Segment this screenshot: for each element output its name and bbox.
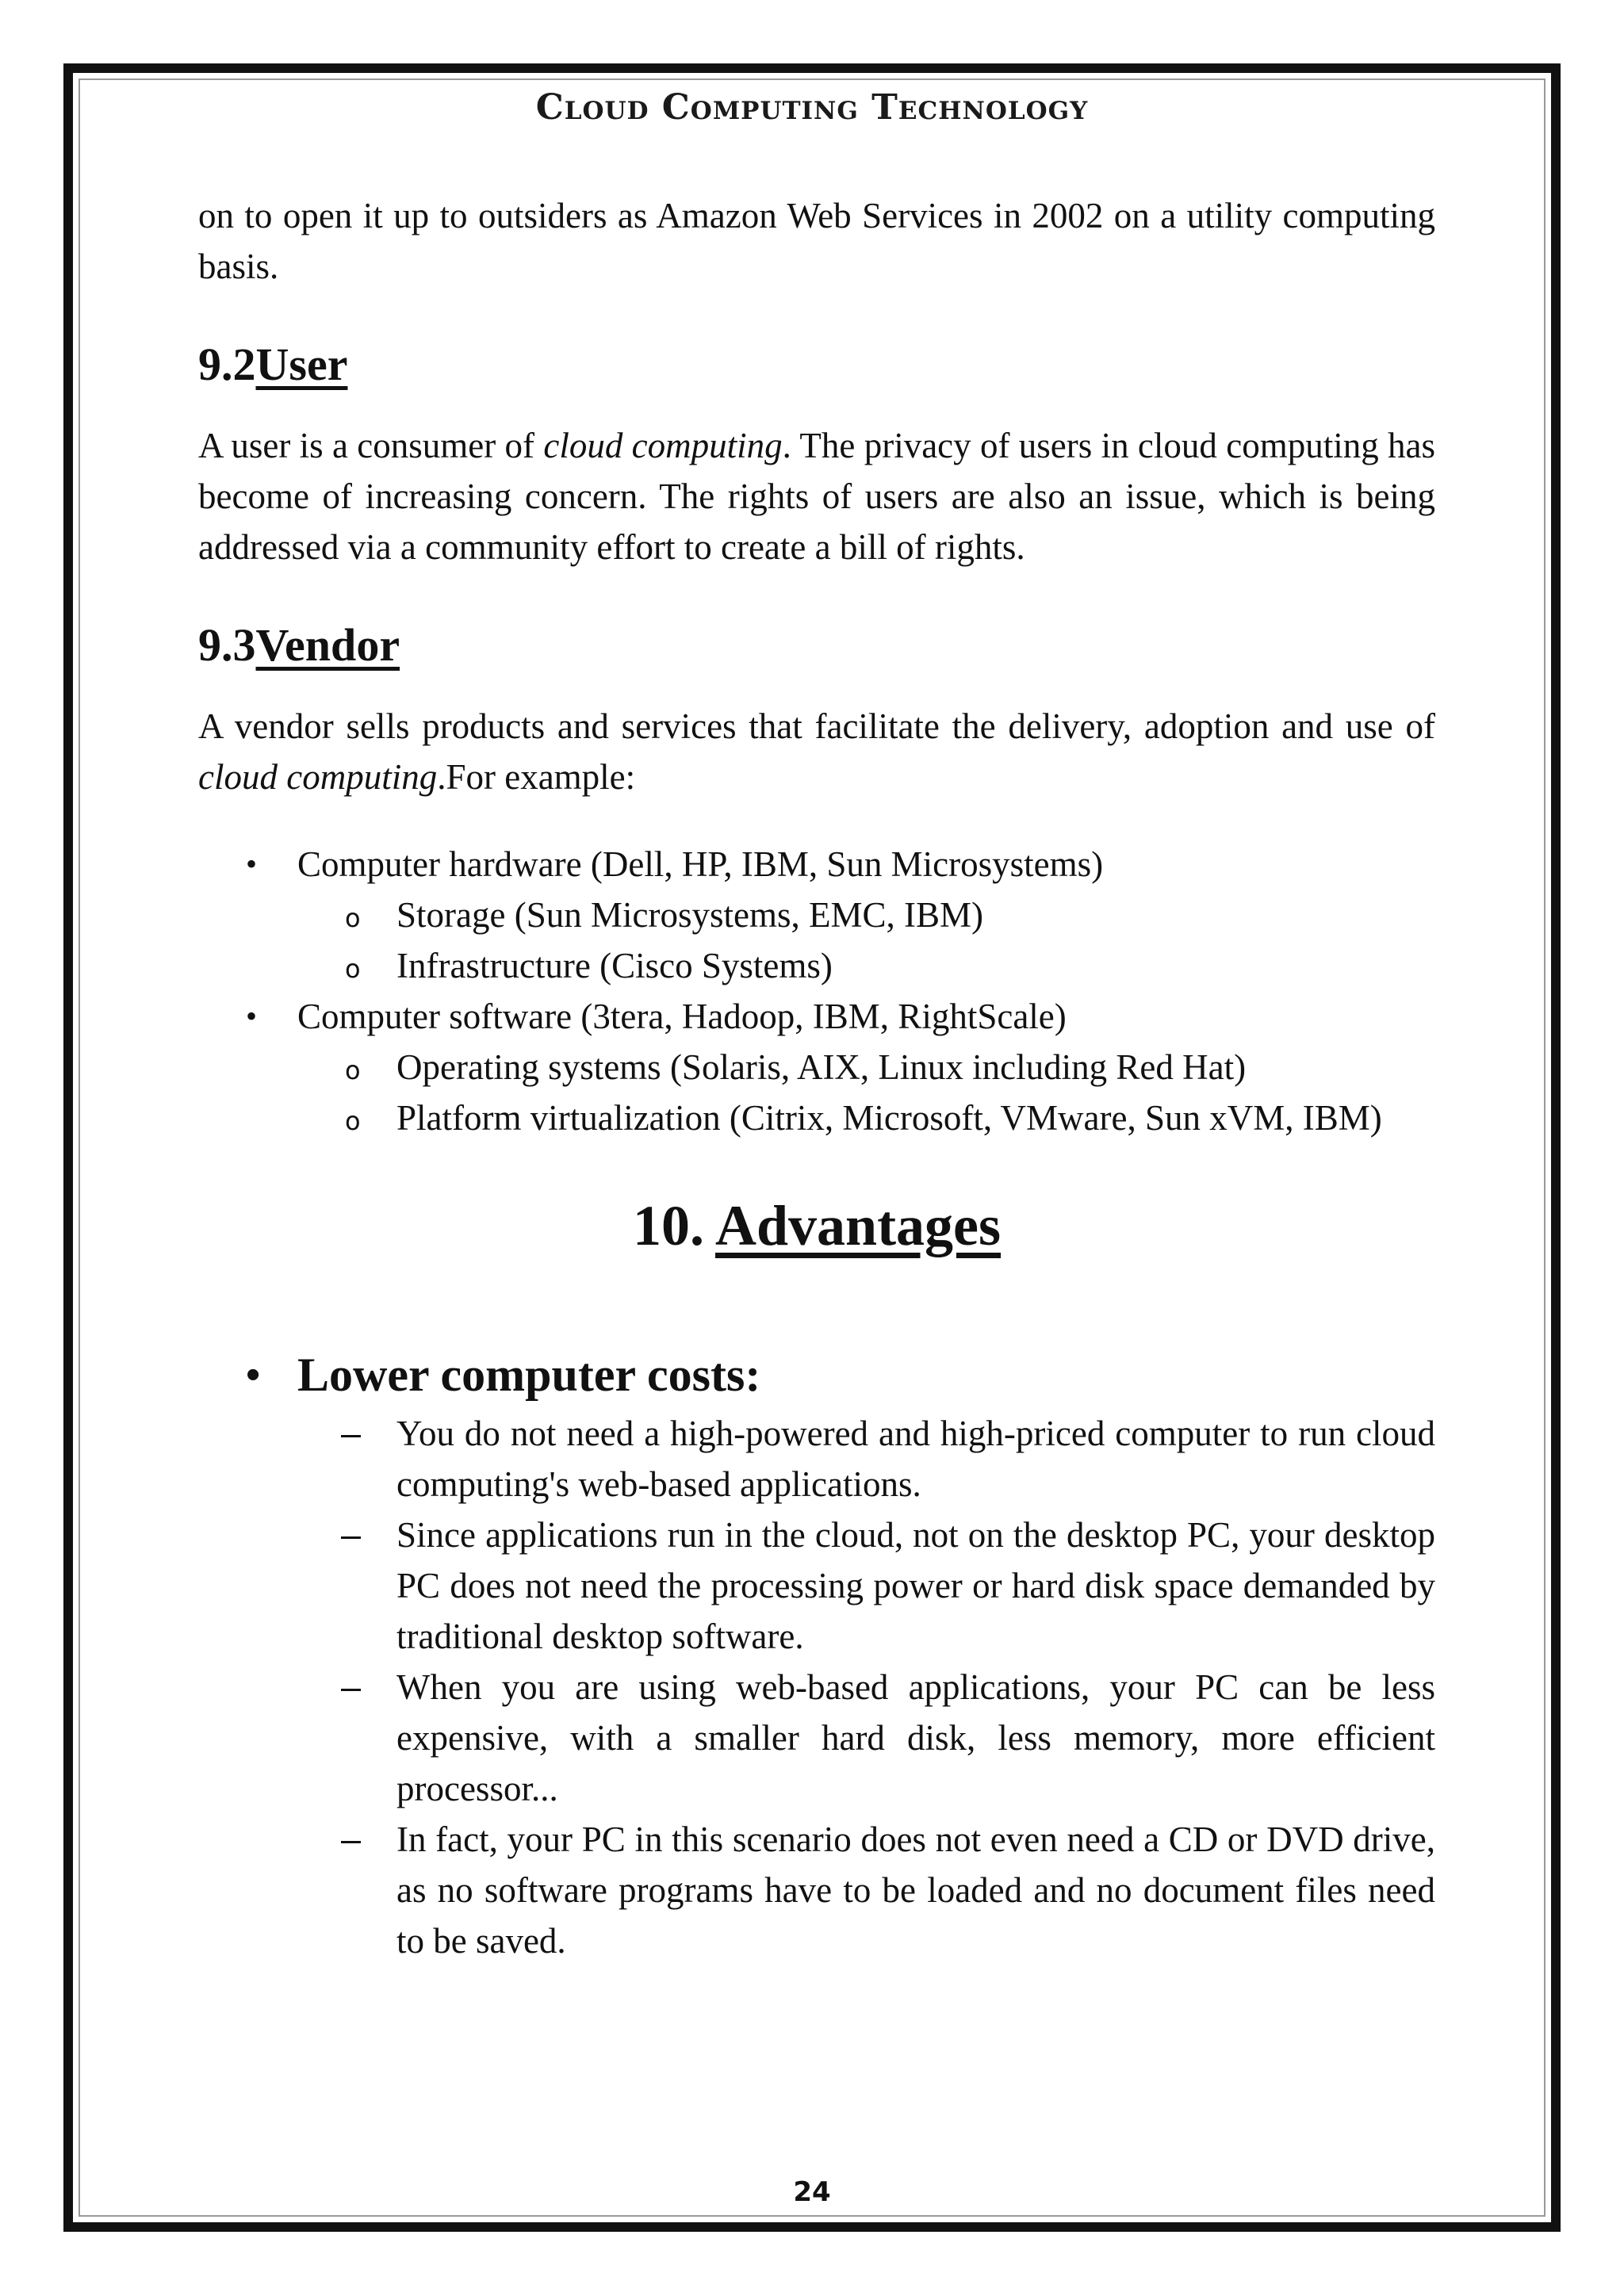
list-item xyxy=(198,839,1435,890)
vendor-list xyxy=(198,839,1435,1143)
user-paragraph xyxy=(198,420,1435,572)
sub-list-item-label: Platform virtualization (Citrix, Microsoft, VMware, Sun xVM, IBM) xyxy=(396,1098,1382,1138)
section-title: User xyxy=(255,339,348,390)
advantage-point xyxy=(198,1510,1435,1662)
chapter-title: Advantages xyxy=(714,1194,1002,1257)
italic-term: cloud computing xyxy=(198,757,438,797)
bullet-icon: • xyxy=(246,998,258,1034)
section-heading-user xyxy=(198,333,1435,396)
chapter-number: 10. xyxy=(632,1194,704,1257)
advantage-point-text: Since applications run in the cloud, not on the desktop PC, your desktop PC does not need the processing power or hard disk space demanded by traditional desktop software. xyxy=(396,1515,1435,1656)
advantage-point-text: You do not need a high-powered and high-priced computer to run cloud computing's web-based applications. xyxy=(396,1414,1435,1504)
bullet-icon: • xyxy=(246,1352,261,1398)
advantage-point-text: When you are using web-based applications, your PC can be less expensive, with a smaller hard disk, less memory, more efficient processor... xyxy=(396,1667,1435,1808)
dash-bullet-icon: – xyxy=(341,1819,362,1859)
section-number: 9.2 xyxy=(198,339,256,390)
dash-bullet-icon: – xyxy=(341,1413,362,1453)
circle-bullet-icon: o xyxy=(345,1055,361,1085)
italic-term: cloud computing xyxy=(543,426,783,465)
list-item-label: Computer hardware (Dell, HP, IBM, Sun Microsystems) xyxy=(297,844,1104,884)
advantages-list xyxy=(198,1341,1435,1966)
section-heading-vendor xyxy=(198,614,1435,677)
sub-list-item xyxy=(198,890,1435,940)
section-title: Vendor xyxy=(255,619,400,671)
sub-list-item-label: Storage (Sun Microsystems, EMC, IBM) xyxy=(396,895,983,935)
text-run: .For example: xyxy=(437,757,636,797)
advantage-item xyxy=(198,1341,1435,1408)
intro-paragraph: on to open it up to outsiders as Amazon Web Services in 2002 on a utility computing basis. xyxy=(198,196,1435,286)
sub-list-item xyxy=(198,1093,1435,1143)
circle-bullet-icon: o xyxy=(345,954,361,984)
sub-list-item xyxy=(198,940,1435,991)
text-run: . The privacy of users in cloud computing has become of increasing concern. The rights of users are also an issue, which is being addressed via a community effort to create a bill of rights. xyxy=(198,426,1436,567)
text-run: A vendor sells products and services that facilitate the delivery, adoption and use of xyxy=(198,706,1435,746)
chapter-heading-advantages xyxy=(198,1186,1435,1265)
sub-list-item xyxy=(198,1042,1435,1093)
advantage-point xyxy=(198,1662,1435,1814)
circle-bullet-icon: o xyxy=(345,1106,361,1136)
advantage-point xyxy=(198,1814,1435,1966)
dash-bullet-icon: – xyxy=(341,1667,362,1707)
circle-bullet-icon: o xyxy=(345,903,361,933)
page-number: 24 xyxy=(793,2176,831,2208)
vendor-paragraph xyxy=(198,701,1435,802)
bullet-icon: • xyxy=(246,846,258,882)
sub-list-item-label: Operating systems (Solaris, AIX, Linux including Red Hat) xyxy=(396,1047,1247,1087)
page-content xyxy=(198,190,1435,1966)
dash-bullet-icon: – xyxy=(341,1514,362,1555)
sub-list-item-label: Infrastructure (Cisco Systems) xyxy=(396,946,833,985)
list-item-label: Computer software (3tera, Hadoop, IBM, RightScale) xyxy=(297,997,1067,1036)
running-header: Cloud Computing Technology xyxy=(535,87,1089,128)
text-run: A user is a consumer of xyxy=(198,426,544,465)
advantage-point xyxy=(198,1408,1435,1510)
advantage-point-text: In fact, your PC in this scenario does not even need a CD or DVD drive, as no software programs have to be loaded and no document files need to be saved. xyxy=(396,1820,1435,1961)
advantage-label: Lower computer costs: xyxy=(297,1349,761,1401)
list-item xyxy=(198,991,1435,1042)
section-number: 9.3 xyxy=(198,619,256,671)
